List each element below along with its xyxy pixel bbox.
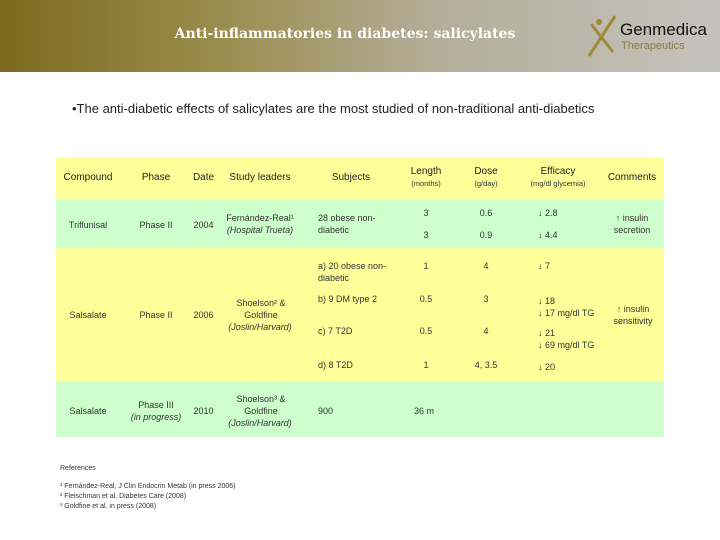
- cell-efficacy: ↓ 7: [538, 261, 551, 271]
- cell-subjects: a) 20 obese non-diabetic: [318, 261, 387, 283]
- cell-phase-note: (in progress): [130, 412, 182, 422]
- col-leaders: Study leaders: [229, 172, 291, 183]
- logo-figure-icon: [585, 12, 621, 60]
- cell-leaders: Fernández-Real¹: [226, 213, 294, 223]
- cell-subjects: d) 8 T2D: [318, 360, 353, 370]
- cell-date: 2004: [193, 220, 214, 230]
- cell-length: 36 m: [414, 406, 435, 416]
- salicylates-table: [56, 157, 664, 437]
- header-bar: [0, 0, 720, 72]
- logo-sub: Therapeutics: [621, 40, 685, 52]
- cell-dose: 0.6: [479, 208, 493, 218]
- cell-dose: 3: [483, 294, 489, 304]
- cell-compound: Salsalate: [69, 310, 107, 320]
- cell-subjects: b) 9 DM type 2: [318, 294, 378, 304]
- cell-dose: 4: [483, 326, 489, 336]
- cell-comments: ↑ insulin secretion: [613, 213, 651, 235]
- logo-name: Genmedica: [620, 20, 707, 39]
- cell-dose: 0.9: [479, 230, 493, 240]
- cell-efficacy: ↓ 21 ↓ 69 mg/dl TG: [538, 328, 595, 350]
- cell-dose: 4, 3.5: [474, 360, 498, 370]
- cell-subjects: 28 obese non-diabetic: [318, 213, 376, 235]
- references-title: References: [60, 465, 96, 472]
- reference-item: ¹ Fernández-Real, J Clin Endocrin Metab (in press 2006): [60, 483, 236, 490]
- cell-efficacy: ↓ 2.8: [538, 208, 558, 218]
- col-length-unit: (months): [411, 179, 441, 188]
- cell-comments: ↑ insulin sensitivity: [613, 304, 653, 326]
- cell-efficacy: ↓ 18 ↓ 17 mg/dl TG: [538, 296, 595, 318]
- reference-item: ² Fleischman et al. Diabetes Care (2008): [60, 493, 187, 500]
- cell-subjects: 900: [318, 406, 334, 416]
- col-phase: Phase: [141, 172, 171, 183]
- cell-institution: (Joslin/Harvard): [228, 418, 292, 428]
- col-compound: Compound: [63, 172, 113, 183]
- references: [60, 464, 235, 512]
- col-efficacy-unit: (mg/dl glycemia): [530, 179, 586, 188]
- cell-date: 2010: [193, 406, 214, 416]
- cell-compound: Triflunisal: [68, 220, 108, 230]
- cell-efficacy: ↓ 4.4: [538, 230, 558, 240]
- col-dose: Dose: [474, 166, 498, 177]
- cell-length: 0.5: [419, 326, 433, 336]
- cell-leaders: Shoelson² & Goldfine: [236, 298, 286, 320]
- cell-length: 3: [423, 208, 429, 218]
- bullet-text: •The anti-diabetic effects of salicylates are the most studied of non-traditional anti-diabetics: [72, 101, 595, 116]
- cell-subjects: c) 7 T2D: [318, 326, 353, 336]
- cell-leaders: Shoelson³ & Goldfine: [236, 394, 286, 416]
- col-efficacy: Efficacy: [540, 166, 576, 177]
- cell-length: 1: [423, 360, 429, 370]
- cell-length: 0.5: [419, 294, 433, 304]
- cell-dose: 4: [483, 261, 489, 271]
- col-length: Length: [410, 166, 442, 177]
- reference-item: ³ Goldfine et al. in press (2008): [60, 503, 157, 510]
- col-subjects: Subjects: [331, 172, 371, 183]
- col-comments: Comments: [607, 172, 657, 183]
- col-date: Date: [192, 172, 215, 183]
- cell-length: 1: [423, 261, 429, 271]
- slide-title: Anti-inflammatories in diabetes: salicylates: [174, 26, 516, 42]
- cell-institution: (Hospital Trueta): [226, 225, 294, 235]
- cell-phase: Phase II: [139, 310, 173, 320]
- cell-institution: (Joslin/Harvard): [228, 322, 292, 332]
- genmedica-logo: [585, 12, 715, 60]
- cell-length: 3: [423, 230, 429, 240]
- cell-efficacy: ↓ 20: [538, 362, 556, 372]
- cell-phase: Phase II: [139, 220, 173, 230]
- cell-compound: Salsalate: [69, 406, 107, 416]
- col-dose-unit: (g/day): [474, 179, 498, 188]
- cell-phase: Phase III: [138, 400, 174, 410]
- cell-date: 2006: [193, 310, 214, 320]
